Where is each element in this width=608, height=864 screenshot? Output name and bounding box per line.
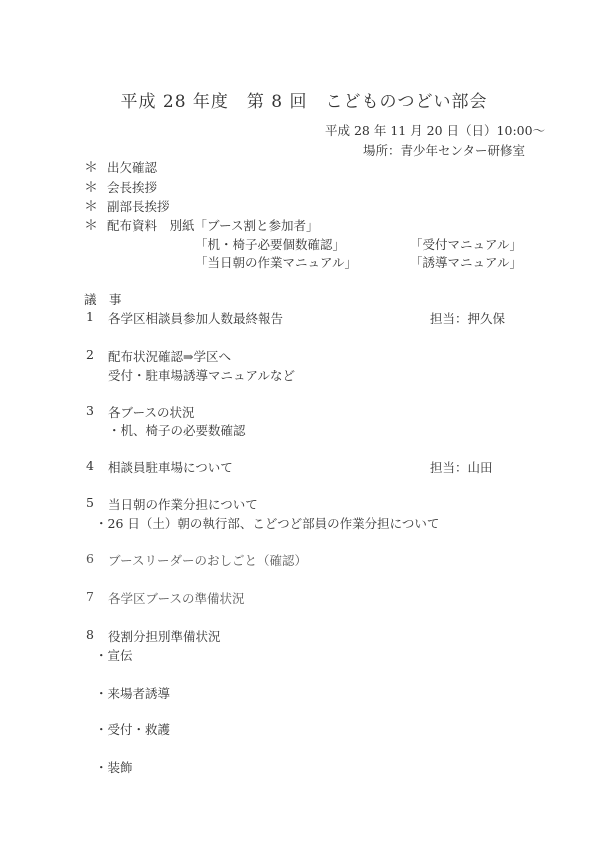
- agenda-item-3: 各ブースの状況: [108, 405, 195, 420]
- agenda-item-5-sub: ・26 日（土）朝の執行部、こどつど部員の作業分担について: [95, 516, 440, 531]
- agenda-item-8: 役割分担別準備状況: [108, 629, 221, 644]
- agenda-item-2-sub: 受付・駐車場誘導マニュアルなど: [108, 368, 296, 383]
- role-decoration: ・装飾: [95, 760, 133, 775]
- agenda-number: 4: [86, 458, 94, 473]
- agenda-item-3-sub: ・机、椅子の必要数確認: [108, 423, 246, 438]
- agenda-item-4: 相談員駐車場について: [108, 460, 233, 475]
- agenda-number: 5: [86, 495, 94, 510]
- role-publicity: ・宣伝: [95, 648, 133, 663]
- bullet-attendance: 出欠確認: [107, 160, 158, 175]
- bullet-mark: ＊: [84, 218, 98, 234]
- handout-reception: 「受付マニュアル」: [410, 237, 523, 252]
- page-title: 平成 28 年度 第 8 回 こどものつどい部会: [120, 92, 488, 112]
- agenda-number: 1: [86, 309, 94, 324]
- agenda-item-6: ブースリーダーのおしごと（確認）: [108, 553, 308, 568]
- bullet-mark: ＊: [84, 199, 98, 215]
- agenda-item-7: 各学区ブースの準備状況: [108, 591, 245, 606]
- bullet-handouts: 配布資料 別紙「ブース割と参加者」: [107, 218, 319, 233]
- handout-guidance: 「誘導マニュアル」: [410, 255, 523, 270]
- handout-desk-chair: 「机・椅子必要個数確認」: [195, 237, 346, 252]
- agenda-item-5: 当日朝の作業分担について: [108, 497, 258, 512]
- bullet-vice-greeting: 副部長挨拶: [107, 199, 170, 214]
- agenda-number: 6: [86, 551, 94, 566]
- agenda-item-4-person: 担当：山田: [430, 460, 493, 475]
- role-visitor-guidance: ・来場者誘導: [95, 686, 171, 701]
- agenda-number: 8: [86, 627, 94, 642]
- agenda-item-1-person: 担当：押久保: [430, 311, 506, 326]
- agenda-number: 7: [86, 589, 94, 604]
- meeting-date: 平成 28 年 11 月 20 日（日）10:00～: [325, 123, 546, 138]
- role-reception-firstaid: ・受付・救護: [95, 722, 171, 737]
- agenda-number: 3: [86, 403, 94, 418]
- agenda-heading: 議 事: [84, 292, 122, 307]
- agenda-item-1: 各学区相談員参加人数最終報告: [108, 311, 284, 326]
- meeting-place: 場所：青少年センター研修室: [363, 143, 526, 158]
- agenda-item-2: 配布状況確認⇒学区へ: [108, 349, 231, 364]
- handout-morning-work: 「当日朝の作業マニュアル」: [195, 255, 358, 270]
- bullet-chair-greeting: 会長挨拶: [107, 180, 158, 195]
- bullet-mark: ＊: [84, 180, 98, 196]
- agenda-number: 2: [86, 347, 94, 362]
- bullet-mark: ＊: [84, 160, 98, 176]
